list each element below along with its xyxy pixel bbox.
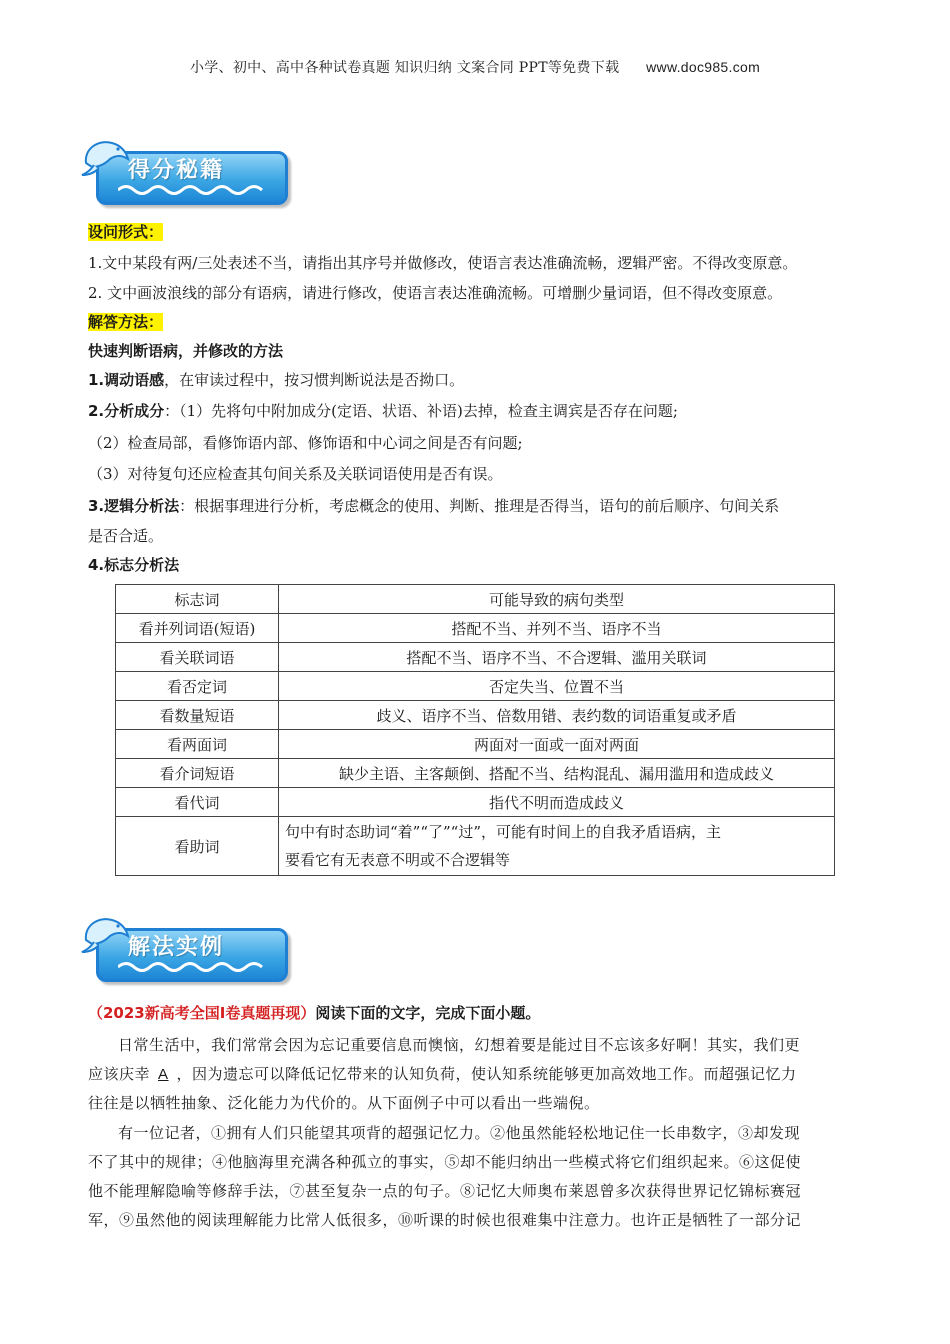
passage-line: 不了其中的规律；④他脑海里充满各种孤立的事实，⑤却不能归纳出一些模式将它们组织起来。⑥这促使	[88, 1153, 802, 1171]
table-cell-line: 句中有时态助词“着”“了”“过”，可能有时间上的自我矛盾语病，主	[285, 823, 722, 841]
table-cell: 两面对一面或一面对两面	[279, 730, 835, 759]
passage-line: 应该庆幸 A ，因为遗忘可以降低记忆带来的认知负荷，使认知系统能够更加高效地工作。而超强记忆力	[88, 1065, 797, 1083]
page-header	[0, 57, 950, 77]
method-2: 2.分析成分：（1）先将句中附加成分(定语、状语、补语)去掉，检查主调宾是否存在问题;	[88, 402, 678, 420]
blank-a: A	[158, 1066, 169, 1083]
example-intro: （2023新高考全国Ⅰ卷真题再现）阅读下面的文字，完成下面小题。	[88, 1004, 541, 1022]
method-2-sub-3: （3）对待复句还应检查其句间关系及关联词语使用是否有误。	[88, 465, 503, 483]
dolphin-icon	[80, 133, 132, 181]
table-cell-line: 要看它有无表意不明或不合逻辑等	[285, 851, 511, 869]
method-subtitle: 快速判断语病，并修改的方法	[88, 342, 284, 360]
question-form-label: 设问形式：	[88, 223, 164, 241]
table-cell: 否定失当、位置不当	[279, 672, 835, 701]
table-row	[116, 614, 835, 643]
table-cell: 看代词	[116, 788, 279, 817]
header-url[interactable]: www.doc985.com	[646, 59, 761, 75]
table-cell: 缺少主语、主客颠倒、搭配不当、结构混乱、漏用滥用和造成歧义	[279, 759, 835, 788]
table-cell: 看两面词	[116, 730, 279, 759]
method-label: 解答方法：	[88, 313, 164, 331]
table-row	[116, 788, 835, 817]
table-cell: 看助词	[116, 817, 279, 876]
table-cell: 看数量短语	[116, 701, 279, 730]
table-row	[116, 817, 835, 876]
signal-word-table	[115, 584, 835, 876]
table-header-cell: 标志词	[116, 585, 279, 614]
table-cell: 看介词短语	[116, 759, 279, 788]
header-text: 小学、初中、高中各种试卷真题 知识归纳 文案合同 PPT等免费下载	[189, 60, 620, 76]
wave-icon	[118, 183, 268, 197]
table-cell: 看并列词语(短语)	[116, 614, 279, 643]
table-cell: 搭配不当、语序不当、不合逻辑、滥用关联词	[279, 643, 835, 672]
method-4: 4.标志分析法	[88, 556, 180, 574]
table-header-row	[116, 585, 835, 614]
passage-line: 有一位记者，①拥有人们只能望其项背的超强记忆力。②他虽然能轻松地记住一长串数字，③却发现	[118, 1124, 801, 1142]
banner-title: 得分秘籍	[128, 158, 225, 183]
method-2-sub-2: （2）检查局部，看修饰语内部、修饰语和中心词之间是否有问题;	[88, 434, 523, 452]
table-row	[116, 672, 835, 701]
table-cell: 指代不明而造成歧义	[279, 788, 835, 817]
passage-line: 往往是以牺牲抽象、泛化能力为代价的。从下面例子中可以看出一些端倪。	[88, 1094, 600, 1112]
question-form-item-1: 1.文中某段有两/三处表述不当，请指出其序号并做修改，使语言表达准确流畅，逻辑严密。不得改变原意。	[88, 254, 798, 272]
question-form-item-2: 2. 文中画波浪线的部分有语病，请进行修改，使语言表达准确流畅。可增删少量词语，但不得改变原意。	[88, 284, 783, 302]
passage-line: 他不能理解隐喻等修辞手法，⑦甚至复杂一点的句子。⑧记忆大师奥布莱恩曾多次获得世界记忆锦标赛冠	[88, 1182, 802, 1200]
dolphin-icon	[80, 910, 132, 958]
table-cell: 看否定词	[116, 672, 279, 701]
score-secrets-banner	[88, 143, 288, 205]
passage-line: 日常生活中，我们常常会因为忘记重要信息而懊恼，幻想着要是能过目不忘该多好啊！其实，我们更	[118, 1036, 801, 1054]
examples-banner	[88, 920, 288, 982]
table-cell: 搭配不当、并列不当、语序不当	[279, 614, 835, 643]
method-1: 1.调动语感，在审读过程中，按习惯判断说法是否拗口。	[88, 371, 465, 389]
table-row	[116, 701, 835, 730]
table-cell	[279, 817, 835, 876]
wave-icon	[118, 960, 268, 974]
method-3-cont: 是否合适。	[88, 527, 164, 545]
banner-title: 解法实例	[128, 935, 225, 960]
passage-line: 军，⑨虽然他的阅读理解能力比常人低很多，⑩听课的时候也很难集中注意力。也许正是牺牲了一部分记	[88, 1211, 802, 1229]
table-cell: 看关联词语	[116, 643, 279, 672]
table-row	[116, 730, 835, 759]
table-row	[116, 643, 835, 672]
table-row	[116, 759, 835, 788]
method-3: 3.逻辑分析法：根据事理进行分析，考虑概念的使用、判断、推理是否得当，语句的前后顺序、句间关系	[88, 497, 780, 515]
table-cell: 歧义、语序不当、倍数用错、表约数的词语重复或矛盾	[279, 701, 835, 730]
table-header-cell: 可能导致的病句类型	[279, 585, 835, 614]
